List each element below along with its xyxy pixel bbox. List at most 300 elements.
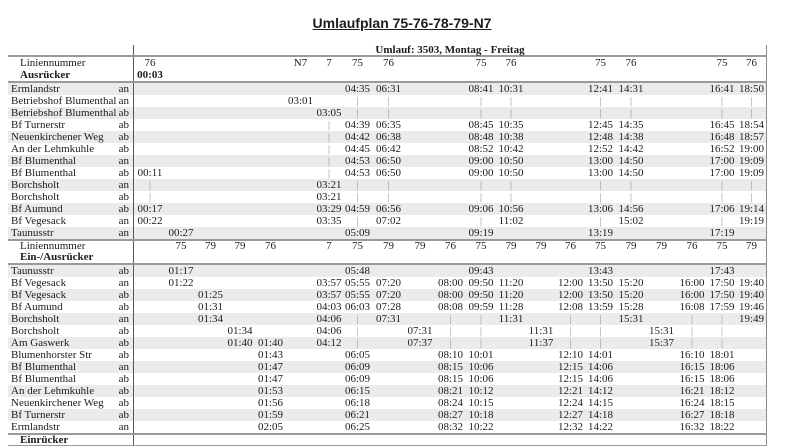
- arrival-departure-flag: an: [118, 155, 129, 167]
- time-cell: 12:10: [557, 349, 584, 361]
- time-cell: 06:15: [344, 385, 371, 397]
- timetable-row: [8, 277, 767, 289]
- time-cell: 06:05: [344, 349, 371, 361]
- stop-name: Neuenkirchener Weg: [11, 131, 104, 143]
- time-cell: 10:15: [468, 397, 494, 409]
- pass-through-mark: |: [479, 95, 483, 107]
- line-number: 79: [535, 240, 547, 252]
- stop-name: Borchsholt: [11, 313, 60, 325]
- row-times: [134, 397, 767, 409]
- pass-through-mark: |: [599, 325, 602, 337]
- timetable-row: [8, 191, 767, 203]
- row-times: [134, 131, 767, 143]
- umlauf-header: Umlauf: 3503, Montag - Freitag: [134, 45, 767, 55]
- arrival-departure-flag: an: [118, 421, 129, 433]
- timetable-row: [8, 385, 767, 397]
- timetable-row: [8, 143, 767, 155]
- pass-through-mark: |: [599, 95, 602, 107]
- time-cell: 13:19: [587, 227, 614, 239]
- time-cell: 08:00: [437, 289, 464, 301]
- timetable-row: [8, 95, 767, 107]
- row-times: [134, 155, 767, 167]
- time-cell: 19:14: [738, 203, 765, 215]
- ausruecker-label: Ausrücker: [20, 69, 71, 81]
- line-number: 79: [746, 240, 757, 252]
- pass-through-mark: |: [599, 179, 602, 191]
- stop-name: Bf Blumenthal: [11, 373, 77, 385]
- time-cell: 12:21: [557, 385, 584, 397]
- page-title: Umlaufplan 75-76-78-79-N7: [312, 15, 492, 31]
- time-cell: 03:21: [316, 191, 342, 203]
- lower-header-label: [8, 241, 134, 263]
- line-number: 75: [175, 240, 187, 252]
- time-cell: 04:45: [344, 143, 371, 155]
- time-cell: 14:18: [587, 409, 614, 421]
- stop-label: [8, 143, 134, 155]
- stop-name: Am Gaswerk: [11, 337, 70, 349]
- row-times: [134, 289, 767, 301]
- stop-label: [8, 155, 134, 167]
- pass-through-mark: |: [629, 95, 633, 107]
- time-cell: 19:49: [738, 313, 765, 325]
- time-cell: 13:59: [587, 301, 614, 313]
- line-number: 75: [716, 57, 728, 69]
- time-cell: 01:47: [257, 361, 284, 373]
- time-cell: 11:20: [498, 289, 524, 301]
- arrival-departure-flag: ab: [118, 107, 129, 119]
- stop-name: Bf Turnerstr: [11, 119, 66, 131]
- stop-name: Borchsholt: [11, 325, 60, 337]
- line-number: 76: [625, 57, 637, 69]
- arrival-departure-flag: an: [118, 95, 129, 107]
- time-cell: 05:55: [344, 289, 371, 301]
- time-cell: 16:48: [709, 131, 735, 143]
- time-cell: 10:50: [498, 155, 524, 167]
- time-cell: 10:35: [498, 119, 524, 131]
- time-cell: 00:27: [168, 227, 194, 239]
- time-cell: 15:20: [618, 277, 644, 289]
- pass-through-mark: |: [356, 179, 359, 191]
- time-cell: 10:22: [468, 421, 494, 433]
- time-cell: 17:06: [709, 203, 735, 215]
- time-cell: 12:45: [587, 119, 614, 131]
- pass-through-mark: |: [509, 191, 513, 203]
- time-cell: 19:46: [738, 301, 765, 313]
- pass-through-mark: |: [750, 95, 753, 107]
- line-number: 76: [505, 57, 517, 69]
- pass-through-mark: |: [509, 107, 513, 119]
- pass-through-mark: |: [690, 337, 694, 349]
- timetable-row: [8, 373, 767, 385]
- time-cell: 18:18: [709, 409, 735, 421]
- ausruecker-time: 00:03: [137, 69, 163, 81]
- time-cell: 08:15: [437, 361, 464, 373]
- time-cell: 01:59: [257, 409, 284, 421]
- stop-name: Bf Vegesack: [11, 289, 67, 301]
- time-cell: 10:50: [498, 167, 524, 179]
- arrival-departure-flag: an: [118, 215, 129, 227]
- time-cell: 03:01: [287, 95, 314, 107]
- row-times: [134, 95, 767, 107]
- lower-rows: [8, 265, 767, 433]
- time-cell: 16:27: [679, 409, 705, 421]
- time-cell: 01:43: [257, 349, 284, 361]
- time-cell: 08:32: [437, 421, 464, 433]
- time-cell: 01:40: [227, 337, 253, 349]
- time-cell: 06:56: [375, 203, 402, 215]
- umlauf-header-row: [8, 45, 767, 57]
- stop-name: Borchsholt: [11, 191, 60, 203]
- time-cell: 06:09: [344, 361, 371, 373]
- pass-through-mark: |: [599, 337, 602, 349]
- pass-through-mark: |: [449, 325, 452, 337]
- time-cell: 15:02: [618, 215, 644, 227]
- time-cell: 12:52: [587, 143, 614, 155]
- pass-through-mark: |: [569, 325, 572, 337]
- time-cell: 14:12: [587, 385, 614, 397]
- pass-through-mark: |: [720, 179, 724, 191]
- line-number: 76: [445, 240, 456, 252]
- pass-through-mark: |: [327, 119, 331, 131]
- pass-through-mark: |: [479, 215, 483, 227]
- line-number: 7: [326, 57, 332, 69]
- time-cell: 19:40: [738, 289, 765, 301]
- time-cell: 12:24: [557, 397, 584, 409]
- pass-through-mark: |: [449, 337, 452, 349]
- timetable-row: [8, 107, 767, 119]
- time-cell: 14:06: [587, 373, 614, 385]
- stop-label: [8, 289, 134, 301]
- time-cell: 09:19: [468, 227, 494, 239]
- time-cell: 09:50: [468, 277, 494, 289]
- time-cell: 01:31: [197, 301, 224, 313]
- time-cell: 07:31: [407, 325, 433, 337]
- time-cell: 07:02: [375, 215, 402, 227]
- time-cell: 16:15: [679, 361, 705, 373]
- time-cell: 09:06: [468, 203, 494, 215]
- timetable-row: [8, 179, 767, 191]
- lower-line-numbers: [134, 241, 767, 263]
- time-cell: 04:06: [316, 313, 342, 325]
- timetable-row: [8, 313, 767, 325]
- stop-name: Betriebshof Blumenthal: [11, 95, 117, 107]
- pass-through-mark: |: [449, 313, 452, 325]
- pass-through-mark: |: [720, 95, 724, 107]
- stop-name: Bf Blumenthal: [11, 167, 77, 179]
- line-number: 75: [475, 57, 487, 69]
- pass-through-mark: |: [599, 215, 602, 227]
- time-cell: 10:56: [498, 203, 524, 215]
- stop-label: [8, 107, 134, 119]
- stop-label: [8, 179, 134, 191]
- pass-through-mark: |: [569, 313, 572, 325]
- time-cell: 14:50: [618, 155, 644, 167]
- row-times: [134, 203, 767, 215]
- time-cell: 14:15: [587, 397, 614, 409]
- timetable-row: [8, 325, 767, 337]
- pass-through-mark: |: [750, 191, 753, 203]
- pass-through-mark: |: [569, 337, 572, 349]
- time-cell: 14:01: [587, 349, 614, 361]
- stop-label: [8, 313, 134, 325]
- pass-through-mark: |: [690, 325, 694, 337]
- time-cell: 10:31: [498, 83, 524, 95]
- timetable-row: [8, 215, 767, 227]
- timetable-row: [8, 397, 767, 409]
- time-cell: 01:53: [257, 385, 284, 397]
- time-cell: 07:31: [375, 313, 402, 325]
- stop-label: [8, 265, 134, 277]
- pass-through-mark: |: [509, 179, 513, 191]
- line-number: 76: [265, 240, 276, 252]
- timetable-row: [8, 155, 767, 167]
- time-cell: 01:56: [257, 397, 284, 409]
- stop-label: [8, 167, 134, 179]
- time-cell: 08:45: [468, 119, 494, 131]
- upper-rows: [8, 83, 767, 239]
- einruecker-data: [134, 435, 767, 445]
- time-cell: 07:20: [375, 277, 402, 289]
- time-cell: 03:21: [316, 179, 342, 191]
- time-cell: 13:00: [587, 167, 614, 179]
- time-cell: 15:31: [618, 313, 644, 325]
- einruecker-label: Einrücker: [20, 434, 69, 446]
- stop-name: Bf Aumund: [11, 203, 63, 215]
- time-cell: 14:35: [618, 119, 644, 131]
- time-cell: 13:50: [587, 289, 614, 301]
- time-cell: 08:52: [468, 143, 494, 155]
- time-cell: 09:43: [468, 265, 494, 277]
- time-cell: 05:55: [344, 277, 371, 289]
- time-cell: 09:00: [468, 167, 494, 179]
- time-cell: 08:15: [437, 373, 464, 385]
- row-times: [134, 325, 767, 337]
- row-times: [134, 83, 767, 95]
- time-cell: 00:22: [137, 215, 163, 227]
- line-number-label: Liniennummer: [20, 240, 86, 252]
- time-cell: 15:37: [648, 337, 675, 349]
- time-cell: 17:50: [709, 289, 735, 301]
- time-cell: 01:40: [257, 337, 284, 349]
- time-cell: 17:50: [709, 277, 735, 289]
- row-times: [134, 179, 767, 191]
- pass-through-mark: |: [479, 337, 483, 349]
- time-cell: 16:52: [709, 143, 735, 155]
- pass-through-mark: |: [690, 313, 694, 325]
- time-cell: 13:00: [587, 155, 614, 167]
- stop-label: [8, 301, 134, 313]
- time-cell: 16:10: [679, 349, 705, 361]
- time-cell: 16:24: [679, 397, 705, 409]
- arrival-departure-flag: ab: [118, 265, 129, 277]
- arrival-departure-flag: ab: [118, 131, 129, 143]
- row-times: [134, 107, 767, 119]
- time-cell: 19:09: [738, 155, 765, 167]
- time-cell: 19:40: [738, 277, 765, 289]
- line-number: 75: [595, 57, 606, 69]
- line-number: 7: [326, 240, 332, 252]
- time-cell: 01:34: [197, 313, 224, 325]
- time-cell: 06:42: [375, 143, 402, 155]
- line-number: 75: [595, 240, 606, 252]
- pass-through-mark: |: [479, 107, 483, 119]
- pass-through-mark: |: [148, 191, 152, 203]
- line-number: 75: [475, 240, 487, 252]
- time-cell: 17:00: [709, 155, 735, 167]
- time-cell: 08:27: [437, 409, 464, 421]
- arrival-departure-flag: an: [118, 83, 129, 95]
- line-number: 79: [414, 240, 426, 252]
- arrival-departure-flag: ab: [118, 373, 129, 385]
- time-cell: 04:53: [344, 155, 371, 167]
- pass-through-mark: |: [750, 179, 753, 191]
- arrival-departure-flag: ab: [118, 203, 129, 215]
- time-cell: 02:05: [257, 421, 284, 433]
- time-cell: 06:50: [375, 167, 402, 179]
- time-cell: 18:54: [738, 119, 765, 131]
- einruecker-label-cell: [8, 435, 134, 445]
- stop-name: An der Lehmkuhle: [11, 385, 95, 397]
- arrival-departure-flag: an: [118, 227, 129, 239]
- time-cell: 18:57: [738, 131, 765, 143]
- stop-name: Ermlandstr: [11, 83, 60, 95]
- time-cell: 01:22: [168, 277, 194, 289]
- time-cell: 04:12: [316, 337, 342, 349]
- timetable-row: [8, 83, 767, 95]
- row-times: [134, 385, 767, 397]
- line-number: 79: [505, 240, 517, 252]
- arrival-departure-flag: ab: [118, 289, 129, 301]
- time-cell: 06:03: [344, 301, 371, 313]
- stop-label: [8, 385, 134, 397]
- stop-label: [8, 421, 134, 433]
- time-cell: 06:09: [344, 373, 371, 385]
- stop-label: [8, 397, 134, 409]
- time-cell: 03:05: [316, 107, 342, 119]
- pass-through-mark: |: [387, 95, 390, 107]
- time-cell: 04:35: [344, 83, 371, 95]
- time-cell: 04:06: [316, 325, 342, 337]
- upper-line-numbers: [134, 57, 767, 81]
- time-cell: 16:32: [679, 421, 705, 433]
- stop-name: Blumenhorster Str: [11, 349, 92, 361]
- line-number: 76: [746, 57, 757, 69]
- stop-name: Bf Blumenthal: [11, 361, 77, 373]
- arrival-departure-flag: an: [118, 313, 129, 325]
- time-cell: 03:35: [316, 215, 342, 227]
- stop-label: [8, 361, 134, 373]
- line-number: 76: [565, 240, 576, 252]
- time-cell: 18:06: [709, 373, 735, 385]
- arrival-departure-flag: ab: [118, 143, 129, 155]
- timetable: [8, 45, 767, 446]
- stop-label: [8, 95, 134, 107]
- time-cell: 18:15: [709, 397, 735, 409]
- time-cell: 08:00: [437, 277, 464, 289]
- line-number-label: Liniennummer: [20, 57, 86, 69]
- time-cell: 01:25: [197, 289, 224, 301]
- timetable-row: [8, 265, 767, 277]
- stop-label: [8, 349, 134, 361]
- pass-through-mark: |: [356, 95, 359, 107]
- time-cell: 16:08: [679, 301, 705, 313]
- row-times: [134, 191, 767, 203]
- time-cell: 11:37: [528, 337, 554, 349]
- time-cell: 14:22: [587, 421, 614, 433]
- stop-name: Bf Blumenthal: [11, 155, 77, 167]
- pass-through-mark: |: [720, 337, 724, 349]
- pass-through-mark: |: [720, 215, 724, 227]
- time-cell: 00:11: [137, 167, 163, 179]
- pass-through-mark: |: [327, 131, 331, 143]
- stop-name: Taunusstr: [11, 227, 54, 239]
- time-cell: 17:59: [709, 301, 735, 313]
- stop-name: Betriebshof Blumenthal: [11, 107, 117, 119]
- pass-through-mark: |: [629, 107, 633, 119]
- pass-through-mark: |: [356, 191, 359, 203]
- time-cell: 10:18: [468, 409, 494, 421]
- time-cell: 06:50: [375, 155, 402, 167]
- stop-name: Neuenkirchener Weg: [11, 397, 104, 409]
- time-cell: 12:15: [557, 373, 584, 385]
- time-cell: 14:31: [618, 83, 644, 95]
- time-cell: 01:17: [168, 265, 194, 277]
- arrival-departure-flag: ab: [118, 385, 129, 397]
- time-cell: 12:41: [587, 83, 614, 95]
- stop-name: Taunusstr: [11, 265, 54, 277]
- timetable-row: [8, 301, 767, 313]
- timetable-row: [8, 349, 767, 361]
- time-cell: 13:06: [587, 203, 614, 215]
- time-cell: 12:00: [557, 289, 584, 301]
- pass-through-mark: |: [387, 179, 390, 191]
- line-number: 79: [234, 240, 246, 252]
- time-cell: 06:25: [344, 421, 371, 433]
- time-cell: 17:19: [709, 227, 735, 239]
- line-number: 76: [383, 57, 394, 69]
- timetable-row: [8, 203, 767, 215]
- time-cell: 07:37: [407, 337, 433, 349]
- line-number: 79: [205, 240, 216, 252]
- pass-through-mark: |: [509, 95, 513, 107]
- time-cell: 15:20: [618, 289, 644, 301]
- time-cell: 08:41: [468, 83, 494, 95]
- timetable-row: [8, 361, 767, 373]
- time-cell: 16:00: [679, 289, 705, 301]
- time-cell: 10:42: [498, 143, 524, 155]
- stop-name: Borchsholt: [11, 179, 60, 191]
- time-cell: 12:32: [557, 421, 584, 433]
- timetable-row: [8, 131, 767, 143]
- time-cell: 16:45: [709, 119, 735, 131]
- arrival-departure-flag: an: [118, 277, 129, 289]
- arrival-departure-flag: ab: [118, 409, 129, 421]
- stop-label: [8, 337, 134, 349]
- time-cell: 18:01: [709, 349, 735, 361]
- time-cell: 12:48: [587, 131, 614, 143]
- time-cell: 04:39: [344, 119, 371, 131]
- time-cell: 15:28: [618, 301, 644, 313]
- row-times: [134, 373, 767, 385]
- time-cell: 16:00: [679, 277, 705, 289]
- line-number: 76: [686, 240, 698, 252]
- time-cell: 04:42: [344, 131, 371, 143]
- time-cell: 16:15: [679, 373, 705, 385]
- arrival-departure-flag: ab: [118, 167, 129, 179]
- stop-label: [8, 203, 134, 215]
- time-cell: 09:50: [468, 289, 494, 301]
- timetable-row: [8, 289, 767, 301]
